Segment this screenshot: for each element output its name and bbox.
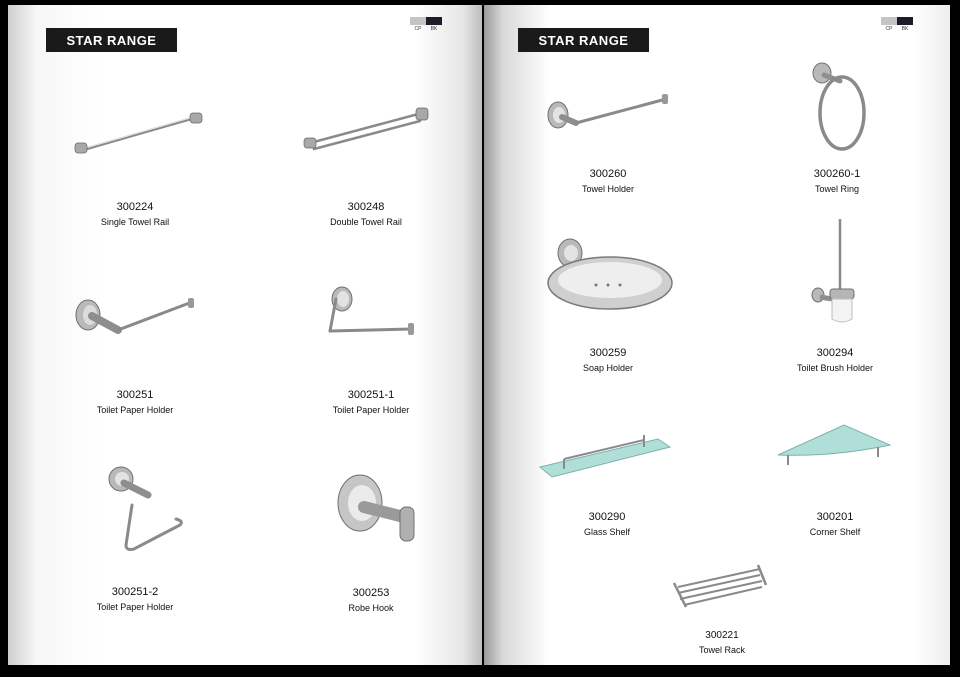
product-name: Towel Ring xyxy=(814,184,860,194)
product-name: Toilet Brush Holder xyxy=(796,363,874,373)
product-300260 xyxy=(582,168,634,194)
product-name: Toilet Paper Holder xyxy=(332,405,410,415)
product-code: 300253 xyxy=(352,587,390,599)
glass-shelf-image xyxy=(538,425,674,489)
brand-badge: STAR RANGE xyxy=(46,28,177,52)
finish-swatch xyxy=(881,17,913,32)
soap-holder-image xyxy=(540,235,674,315)
product-300251-2 xyxy=(97,586,174,612)
corner-shelf-image xyxy=(774,421,896,471)
product-name: Towel Holder xyxy=(581,184,635,194)
product-name: Corner Shelf xyxy=(809,527,861,537)
single-towel-rail-image xyxy=(72,105,206,159)
product-code: 300201 xyxy=(816,511,854,523)
bk-label: BK xyxy=(901,26,909,32)
toilet-paper-holder-2-image xyxy=(104,465,188,555)
towel-holder-image xyxy=(542,89,672,135)
toilet-paper-holder-1-image xyxy=(326,285,418,343)
towel-ring-image xyxy=(806,59,872,155)
product-code: 300260-1 xyxy=(813,168,861,180)
cp-label: CP xyxy=(414,26,422,32)
robe-hook-image xyxy=(334,467,428,547)
product-300221 xyxy=(699,630,745,655)
product-code: 300251-1 xyxy=(347,389,395,401)
cp-label: CP xyxy=(885,26,893,32)
product-300290 xyxy=(584,511,630,537)
product-code: 300224 xyxy=(116,201,154,213)
product-300251 xyxy=(97,389,174,415)
product-name: Robe Hook xyxy=(348,603,394,613)
product-name: Toilet Paper Holder xyxy=(96,405,174,415)
product-name: Double Towel Rail xyxy=(330,217,402,227)
product-300251-1 xyxy=(333,389,410,415)
double-towel-rail-image xyxy=(302,103,430,157)
product-300259 xyxy=(583,347,633,373)
product-name: Glass Shelf xyxy=(583,527,631,537)
product-code: 300251-2 xyxy=(111,586,159,598)
bk-swatch xyxy=(897,17,913,25)
towel-rack-image xyxy=(670,561,770,613)
product-code: 300221 xyxy=(705,630,739,641)
product-code: 300259 xyxy=(589,347,627,359)
left-page xyxy=(8,5,482,665)
product-code: 300251 xyxy=(116,389,154,401)
product-code: 300290 xyxy=(588,511,626,523)
product-code: 300260 xyxy=(589,168,627,180)
toilet-brush-holder-image xyxy=(806,217,862,327)
product-300201 xyxy=(810,511,861,537)
product-300294 xyxy=(797,347,873,373)
toilet-paper-holder-image xyxy=(70,290,202,340)
finish-swatch xyxy=(410,17,442,32)
product-300260-1 xyxy=(814,168,861,194)
cp-swatch xyxy=(881,17,897,25)
product-code: 300294 xyxy=(816,347,854,359)
bk-swatch xyxy=(426,17,442,25)
product-name: Toilet Paper Holder xyxy=(96,602,174,612)
product-300248 xyxy=(330,201,402,227)
product-name: Towel Rack xyxy=(698,645,746,655)
cp-swatch xyxy=(410,17,426,25)
right-page xyxy=(484,5,950,665)
product-name: Single Towel Rail xyxy=(100,217,170,227)
product-code: 300248 xyxy=(347,201,385,213)
bk-label: BK xyxy=(430,26,438,32)
product-300224 xyxy=(101,201,169,227)
brand-badge: STAR RANGE xyxy=(518,28,649,52)
product-300253 xyxy=(348,587,393,613)
product-name: Soap Holder xyxy=(582,363,634,373)
